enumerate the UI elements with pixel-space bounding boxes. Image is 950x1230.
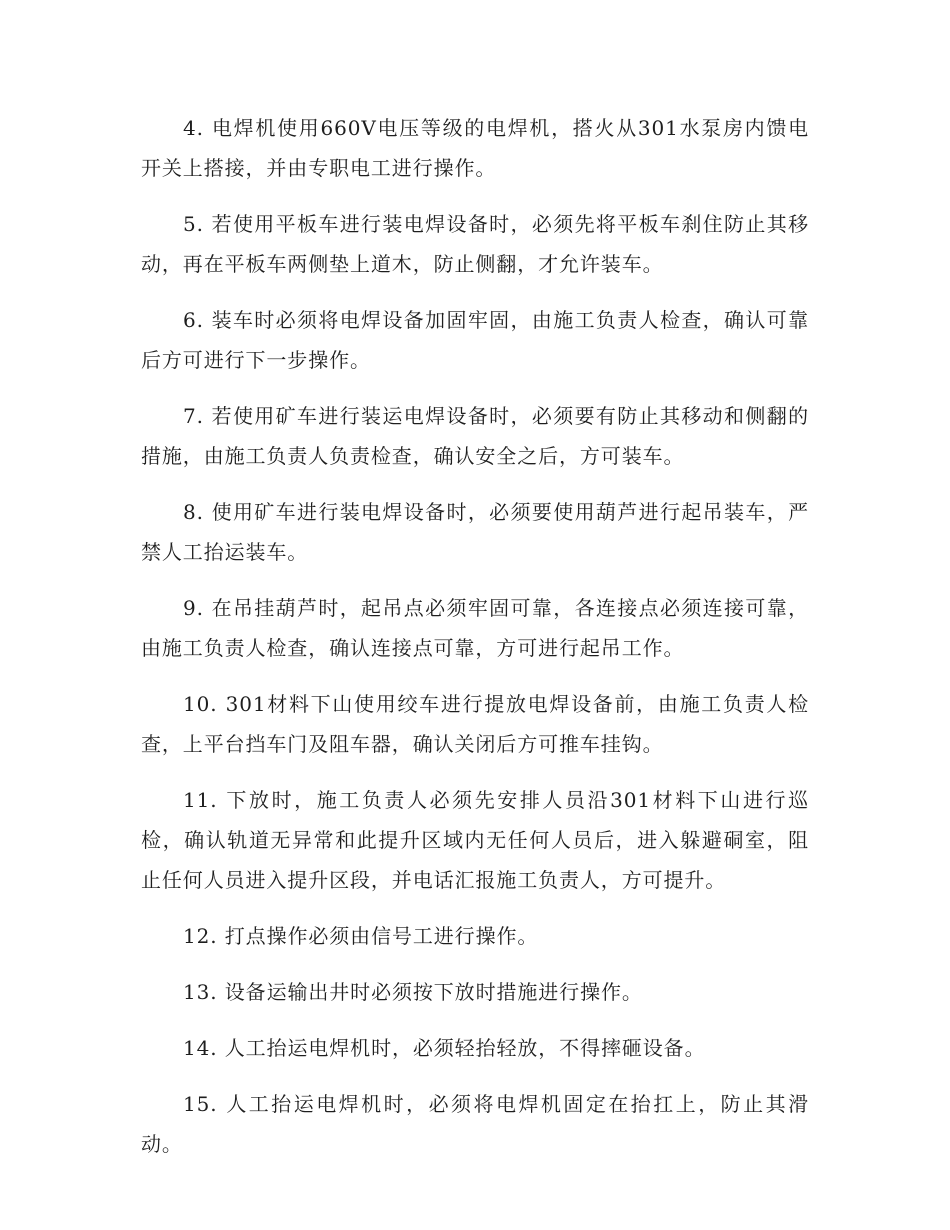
paragraph-item-13: 13. 设备运输出井时必须按下放时措施进行操作。 [183,980,643,1004]
paragraph-item-5: 5. 若使用平板车进行装电焊设备时，必须先将平板车刹住防止其移动，再在平板车两侧垫上道木，防止侧翻，才允许装车。 [141,212,809,276]
paragraph-item-15: 15. 人工抬运电焊机时，必须将电焊机固定在抬扛上，防止其滑动。 [141,1092,809,1156]
paragraph-item-9: 9. 在吊挂葫芦时，起吊点必须牢固可靠，各连接点必须连接可靠，由施工负责人检查，确认连接点可靠，方可进行起吊工作。 [141,596,809,660]
paragraph-item-10: 10. 301材料下山使用绞车进行提放电焊设备前，由施工负责人检查，上平台挡车门及阻车器，确认关闭后方可推车挂钩。 [141,692,809,756]
document-body [141,108,809,1180]
paragraph-item-7: 7. 若使用矿车进行装运电焊设备时，必须要有防止其移动和侧翻的措施，由施工负责人负责检查，确认安全之后，方可装车。 [141,404,809,468]
paragraph-item-14: 14. 人工抬运电焊机时，必须轻抬轻放，不得摔砸设备。 [183,1036,706,1060]
paragraph-item-6: 6. 装车时必须将电焊设备加固牢固，由施工负责人检查，确认可靠后方可进行下一步操作。 [141,308,809,372]
paragraph-item-4: 4. 电焊机使用660V电压等级的电焊机，搭火从301水泵房内馈电开关上搭接，并由专职电工进行操作。 [141,116,809,180]
paragraph-item-12: 12. 打点操作必须由信号工进行操作。 [183,924,539,948]
paragraph-item-11: 11. 下放时，施工负责人必须先安排人员沿301材料下山进行巡检，确认轨道无异常和此提升区域内无任何人员后，进入躲避硐室，阻止任何人员进入提升区段，并电话汇报施工负责人，方可提升。 [141,788,809,892]
paragraph-item-8: 8. 使用矿车进行装电焊设备时，必须要使用葫芦进行起吊装车，严禁人工抬运装车。 [141,500,809,564]
